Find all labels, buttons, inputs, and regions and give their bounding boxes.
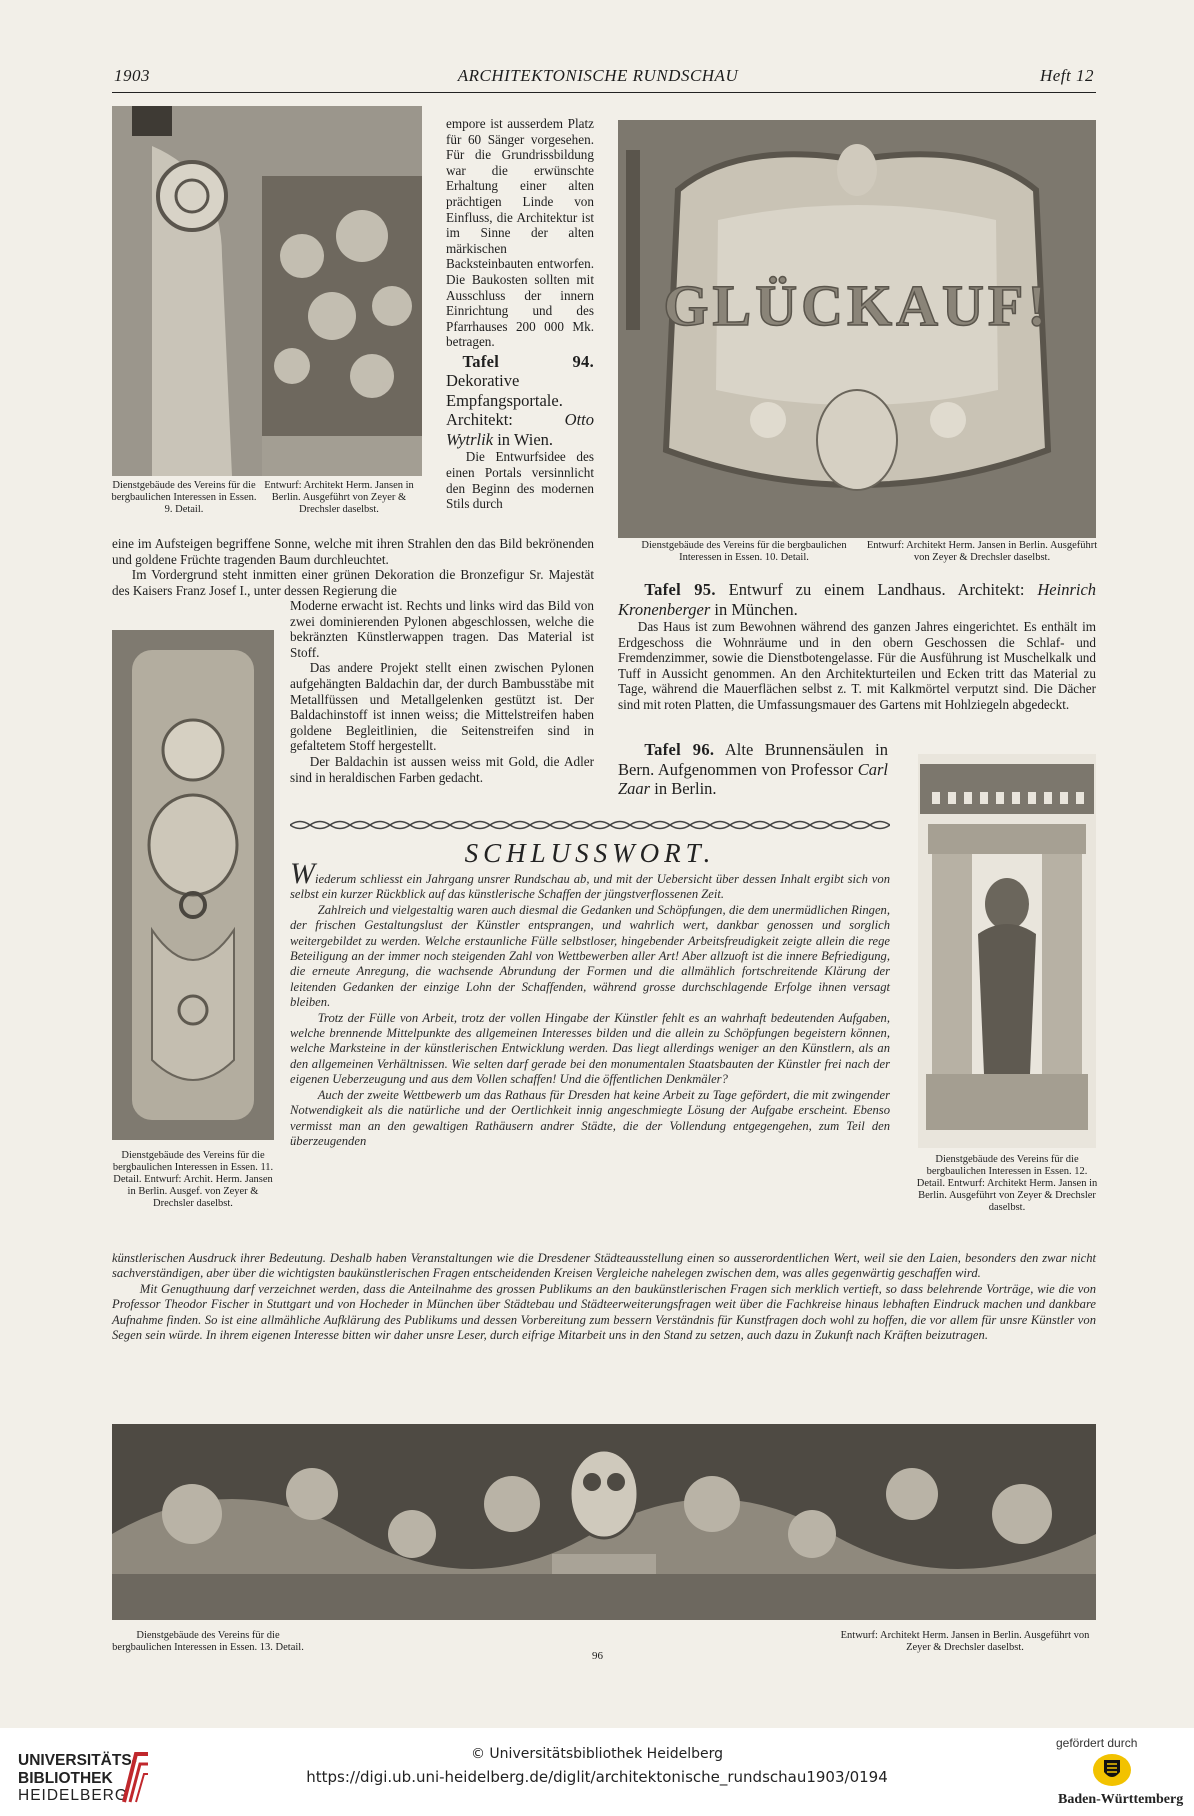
page-number: 96 bbox=[592, 1650, 603, 1662]
paragraph: Das Haus ist zum Bewohnen während des ganzen Jahres eingerichtet. Es enthält im Erdgeschoss die Wohnräume und in den obern Geschossen die Schlaf- und Fremdenzimmer, sowie die Dienstbotengelasse. Für die Ausführung ist Muschelkalk und Tuff in Aussicht genommen. An den Architekturteilen und Ecken tritt das Material zu Tage, während die Mauerflächen selbst z. T. mit Kalkmörtel verputzt sind. Die Dächer sind mit roten Platten, die Umfassungsmauer des Gartens mit Hohlziegeln abgedeckt. bbox=[618, 619, 1096, 712]
caption-10-left: Dienstgebäude des Vereins für die bergbaulichen Interessen in Essen. 10. Detail. bbox=[641, 540, 847, 563]
column-right-tafel96 bbox=[618, 740, 888, 799]
paragraph: eine im Aufsteigen begriffene Sonne, welche mit ihren Strahlen den das Bild bekrönenden und goldene Früchte tragenden Baum durchleuchtet. bbox=[112, 536, 594, 567]
funding-label: gefördert durch bbox=[1056, 1736, 1138, 1750]
paragraph: empore ist ausserdem Platz für 60 Sänger vorgesehen. Für die Grundrissbildung war die erwünschte Erhaltung einer alten prächtigen Linde von Einfluss, die Architektur ist im Sinne der alten märkischen Backsteinbauten entworfen. Die Baukosten sollten mit Ausschluss der innern Einrichtung und des Pfarrhauses 200 000 Mk. betragen. bbox=[446, 116, 594, 350]
baden-wuerttemberg-emblem-icon bbox=[1092, 1752, 1132, 1788]
paragraph: Moderne erwacht ist. Rechts und links wird das Bild von zwei dominierenden Pylonen abgeschlossen, welche die bekränzten Künstlerwappen tragen. Das Material ist Stoff. bbox=[290, 598, 594, 660]
paragraph: Die Entwurfsidee des einen Portals versinnlicht den Beginn des modernen Stils durch bbox=[446, 449, 594, 512]
caption-13-right: Entwurf: Architekt Herm. Jansen in Berlin. Ausgeführt von Zeyer & Drechsler daselbst. bbox=[840, 1630, 1090, 1653]
tafel-text: Alte Brunnensäulen in Bern. Aufgenommen von Professor bbox=[618, 740, 889, 779]
paragraph: Mit Genugthuung darf verzeichnet werden, dass die Anteilnahme des grossen Publikums an den baukünstlerischen Fragen sich merklich vertieft, so dass belehrende Vorträge, wie die von Professor Theodor Fischer in Stuttgart und von Hocheder in München über Städtebau und Städteerweiterungsfragen weit über die Fachkreise hinaus lebhaften Eindruck machen und dankbare Aufnahme finden. So ist eine allmähliche Aufklärung des Publikums und dessen Vorbereitung zum bessern Verständnis für Kunstfragen doch wohl zu hoffen, die vor allem für unsre Künstler von Segen sein würde. In ihrem eigenen Interesse bitten wir daher unsre Leser, durch eifrige Mitarbeit uns in den Stand zu setzen, auch dazu in Zukunft nach Kräften beizutragen. bbox=[112, 1281, 1096, 1343]
schlusswort-text-narrow bbox=[290, 857, 890, 1149]
paragraph: Trotz der Fülle von Arbeit, trotz der vollen Hingabe der Künstler fehlt es an wahrhaft bedeutenden Aufgaben, welche brennende Mittelpunkte des allgemeinen Interesses bilden und die allein zu Schöpfungen begeistern können, welche Marksteine in der künstlerischen Entwicklung werden. Das liegt allerdings weniger an den Künstlern, als an den allgemeinen Verhältnissen. Wie selten darf gerade bei den monumentalen Staatsbauten der Künstler frei nach der eigenen Ueberzeugung und aus dem Vollen schaffen! Und die öffentlichen Denkmäler? bbox=[290, 1010, 890, 1087]
paragraph-text: iederum schliesst ein Jahrgang unsrer Rundschau ab, und mit der Uebersicht über dessen Inhalt ergibt sich von selbst ein kurzer Rückblick auf das künstlerische Schaffen der jüngstverflossenen Zeit. bbox=[290, 872, 890, 902]
paragraph: Das andere Projekt stellt einen zwischen Pylonen aufgehängten Baldachin dar, der durch Bambusstäbe mit Metallfüssen und Metallgelenken gestützt ist. Der Baldachinstoff ist innen weiss; die Mittelstreifen haben goldene Begleitlinien, die Seitenstreifen sind in gefaltetem Stoff hergestellt. bbox=[290, 660, 594, 754]
ornament-divider bbox=[290, 818, 890, 832]
photo-detail-11 bbox=[112, 630, 274, 1140]
paragraph: künstlerischen Ausdruck ihrer Bedeutung. Deshalb haben Veranstaltungen wie die Dresdener Städteausstellung einen so ausserordentlichen Wert, weil sie den Laien, besonders den zwar nicht sachverständigen, aber über die wichtigsten baukünstlerischen Fragen entscheidenden Kreisen Vergleiche nahelegen zwischen dem, was alles gegenwärtig geschaffen wird. bbox=[112, 1251, 1096, 1281]
header-rule bbox=[112, 92, 1096, 93]
header-year: 1903 bbox=[114, 66, 150, 85]
caption-9-right: Entwurf: Architekt Herm. Jansen in Berlin. Ausgeführt von Zeyer & Drechsler daselbst. bbox=[264, 480, 414, 515]
photo-detail-9 bbox=[112, 106, 422, 476]
tafel-94 bbox=[446, 352, 594, 450]
drop-cap: W bbox=[290, 857, 315, 890]
permalink-url[interactable]: https://digi.ub.uni-heidelberg.de/diglit/architektonische_rundschau1903/0194 bbox=[306, 1768, 888, 1786]
caption-12: Dienstgebäude des Vereins für die bergbaulichen Interessen in Essen. 12. Detail. Entwurf: Architekt Herm. Jansen in Berlin. Ausgeführt von Zeyer & Drechsler daselbst. bbox=[916, 1154, 1098, 1213]
tafel-place: in Berlin. bbox=[654, 779, 717, 798]
photo-detail-12 bbox=[918, 754, 1096, 1148]
photo-detail-13 bbox=[112, 1424, 1096, 1620]
caption-11: Dienstgebäude des Vereins für die bergbaulichen Interessen in Essen. 11. Detail. Entwurf: Archit. Herm. Jansen in Berlin. Ausgef. von Zeyer & Drechsler daselbst. bbox=[112, 1150, 274, 1209]
photo-detail-10 bbox=[618, 120, 1096, 538]
copyright-text: © Universitätsbibliothek Heidelberg bbox=[470, 1746, 723, 1762]
tafel-architect: Carl Zaar bbox=[618, 759, 889, 798]
ub-line: HEIDELBERG bbox=[18, 1787, 128, 1804]
tafel-place: in Wien. bbox=[497, 429, 554, 449]
column-left-text-top bbox=[112, 536, 594, 598]
tafel-label: Tafel 95. bbox=[644, 580, 716, 599]
tafel-architect: Heinrich Kronenberger bbox=[618, 580, 1097, 619]
tafel-label: Tafel 94. bbox=[462, 351, 594, 371]
tafel-96 bbox=[618, 740, 888, 799]
column-left-text-bottom bbox=[290, 598, 594, 785]
viewer-footer bbox=[0, 1728, 1194, 1816]
paragraph: Im Vordergrund steht inmitten einer grünen Dekoration die Bronzefigur Sr. Majestät des Kaisers Franz Josef I., unter dessen Regierung die bbox=[112, 567, 594, 598]
ub-line: UNIVERSITÄTS- bbox=[18, 1752, 137, 1769]
paragraph: Der Baldachin ist aussen weiss mit Gold, die Adler sind in heraldischen Farben gedacht. bbox=[290, 753, 594, 785]
paragraph: Auch der zweite Wettbewerb um das Rathaus für Dresden hat keine Arbeit zu Tage gefördert, die mit zwingender Notwendigkeit als die natürliche und der Oertlichkeit innig angeschmiegte Lösung der Aufgabe erscheint. Ebenso vermisst man an den gewaltigen Rathäusern andrer Städte, die der Vollendung entgegengehen, zum Teil den überzeugenden bbox=[290, 1087, 890, 1148]
caption-9-left: Dienstgebäude des Vereins für die bergbaulichen Interessen in Essen. 9. Detail. bbox=[111, 480, 257, 515]
paragraph bbox=[290, 857, 890, 903]
schlusswort-text-wide bbox=[112, 1251, 1096, 1343]
carving-text: GLÜCKAUF! bbox=[663, 273, 1051, 338]
caption-13-left: Dienstgebäude des Vereins für die bergbaulichen Interessen in Essen. 13. Detail. bbox=[112, 1630, 304, 1653]
tafel-text: Entwurf zu einem Landhaus. Architekt: bbox=[728, 580, 1025, 599]
column-middle-text bbox=[446, 116, 594, 512]
tafel-label: Tafel 96. bbox=[644, 740, 715, 759]
tafel-text: Dekorative Empfangsportale. Architekt: bbox=[446, 371, 563, 430]
paragraph: Zahlreich und vielgestaltig waren auch diesmal die Gedanken und Schöpfungen, die dem unermüdlichen Ringen, der frischen Gestaltungslust der Künstler entsprangen, und wahrlich wert, dankbar genossen und sorglich weitergebildet zu werden. Welche erstaunliche Fülle selbstloser, hingebender Arbeitsfreudigkeit zeigte allein die rege Beteiligung an der immer noch steigenden Zahl von Wettbewerben aller Art! Aber allzuoft ist die innere Befriedigung, die erneute Anregung, die wachsende Abrundung der Formen und die allmählich fortschreitende Klärung der leitenden Gedanken der einzige Lohn der Schaffenden, während grosse durchschlagende Erfolge ihnen versagt bleiben. bbox=[290, 902, 890, 1010]
header-issue: Heft 12 bbox=[1039, 66, 1094, 85]
column-right-text bbox=[618, 580, 1096, 713]
funding-org[interactable]: Baden-Württemberg bbox=[1058, 1792, 1184, 1807]
tafel-95 bbox=[618, 580, 1096, 619]
ub-line: BIBLIOTHEK bbox=[18, 1769, 113, 1787]
schlusswort-title: SCHLUSSWORT. bbox=[464, 838, 716, 868]
tafel-architect: Otto Wytrlik bbox=[446, 410, 594, 449]
caption-10-right: Entwurf: Architekt Herm. Jansen in Berlin. Ausgeführt von Zeyer & Drechsler daselbst. bbox=[866, 540, 1098, 563]
tafel-place: in München. bbox=[714, 599, 798, 619]
header-title: ARCHITEKTONISCHE RUNDSCHAU bbox=[457, 66, 739, 85]
